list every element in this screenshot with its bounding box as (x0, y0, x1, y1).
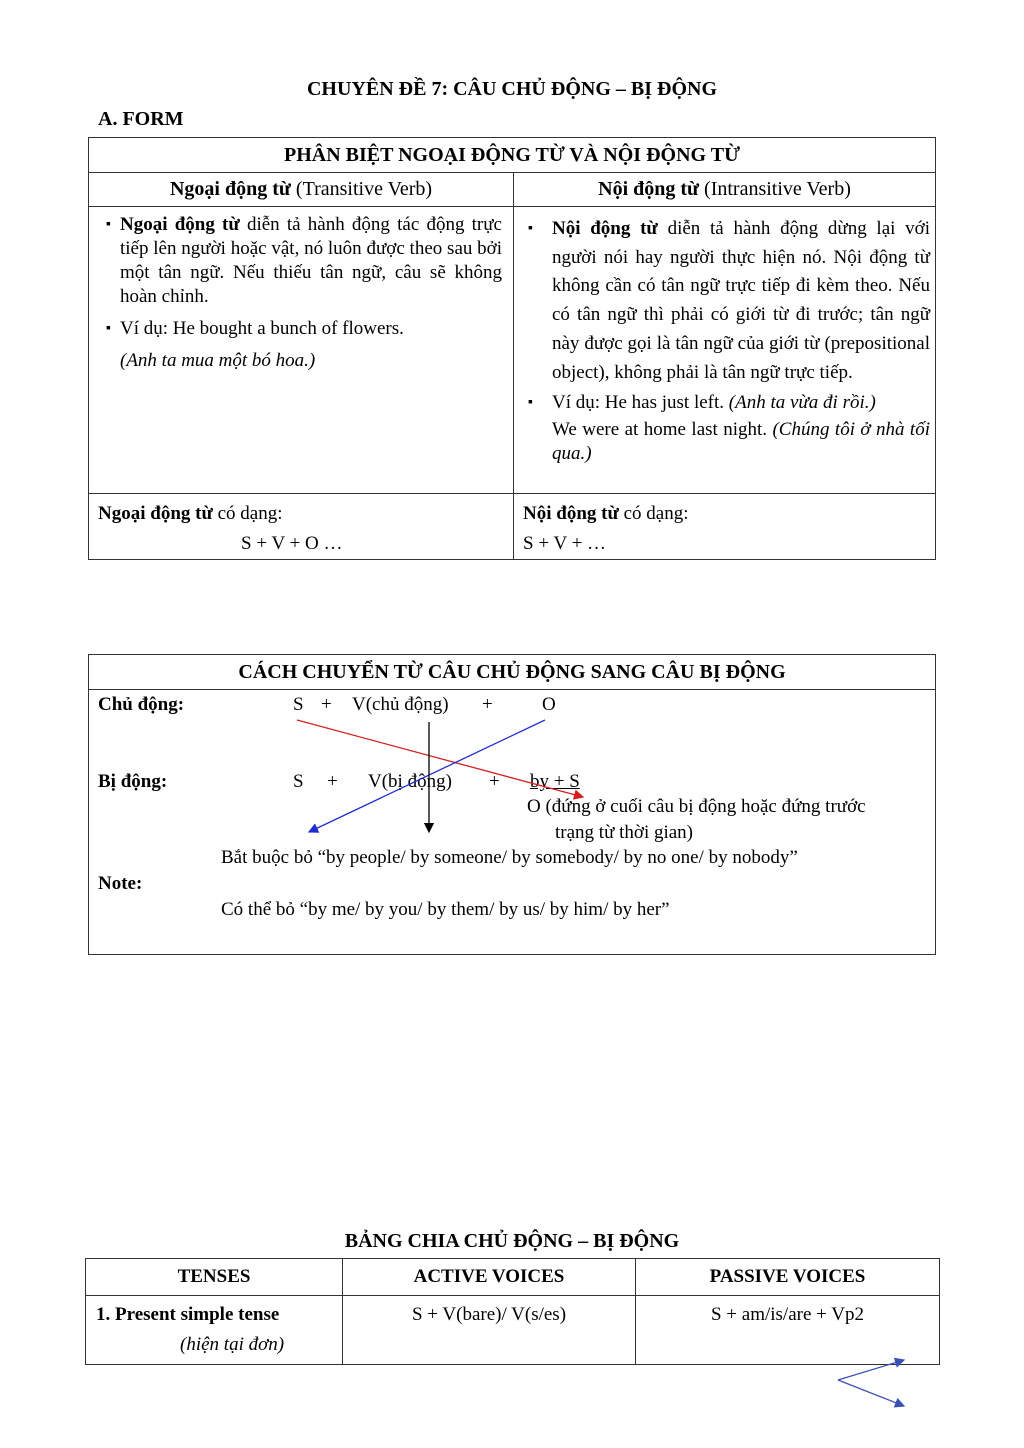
passive-plus-1: + (327, 771, 338, 792)
tense-name: 1. Present simple tense (96, 1304, 280, 1325)
passive-subject: S (293, 771, 304, 792)
tense-cell (86, 1296, 343, 1365)
intransitive-example2-text: We were at home last night. (552, 418, 773, 440)
transitive-description-cell (89, 207, 514, 494)
active-plus-2: + (482, 694, 493, 715)
passive-verb: V(bị động) (368, 771, 452, 792)
note-mandatory: Bắt buộc bỏ “by people/ by someone/ by somebody/ by no one/ by nobody” (221, 847, 798, 868)
header-active: ACTIVE VOICES (343, 1259, 636, 1296)
blue-arrow-object-to-subject (309, 720, 545, 832)
intransitive-form-bold: Nội động từ (523, 503, 619, 524)
transitive-name-bold: Ngoại động từ (169, 178, 291, 200)
intransitive-example1-text: Ví dụ: He has just left. (552, 392, 729, 414)
object-note-line2: trạng từ thời gian) (555, 822, 694, 843)
intransitive-example2-translation: (Chúng tôi ở nhà tối qua.) (552, 418, 930, 464)
page-title: CHUYÊN ĐỀ 7: CÂU CHỦ ĐỘNG – BỊ ĐỘNG (306, 78, 717, 100)
passive-by-agent: by + S (530, 771, 580, 792)
decorative-arrows (832, 1352, 912, 1412)
table-row (86, 1296, 940, 1365)
passive-formula: S + am/is/are + Vp2 (710, 1304, 864, 1325)
conversion-body-cell (89, 690, 936, 955)
intransitive-description (528, 215, 930, 387)
transitive-intransitive-table (88, 137, 936, 560)
active-plus-1: + (321, 694, 332, 715)
passive-label: Bị động: (98, 771, 168, 792)
intransitive-example2 (528, 418, 930, 466)
active-cell (343, 1296, 636, 1365)
transitive-form-bold: Ngoại động từ (98, 503, 213, 524)
transformation-arrows (89, 690, 935, 840)
intransitive-name-rest: (Intransitive Verb) (699, 178, 851, 200)
intransitive-description-cell (514, 207, 936, 494)
transitive-form-rest: có dạng: (212, 503, 283, 524)
active-formula: S + V(bare)/ V(s/es) (411, 1304, 567, 1325)
transitive-example-translation: (Anh ta mua một bó hoa.) (120, 350, 316, 371)
note-optional: Có thể bỏ “by me/ by you/ by them/ by us/ by him/ by her” (221, 899, 670, 920)
note-label: Note: (98, 873, 143, 894)
active-subject: S (293, 694, 304, 715)
decorative-arrow-up (838, 1360, 904, 1380)
decorative-arrow-down (838, 1380, 904, 1406)
intransitive-example1 (528, 389, 930, 418)
active-label: Chủ động: (98, 694, 185, 715)
transitive-example: ▪ Ví dụ: He bought a bunch of flowers. (106, 317, 502, 341)
intransitive-name-bold: Nội động từ (598, 178, 700, 200)
tense-table (85, 1258, 940, 1365)
active-verb: V(chủ động) (352, 694, 449, 715)
transitive-name-rest: (Transitive Verb) (290, 178, 433, 200)
tense-name-vi: (hiện tại đơn) (180, 1334, 285, 1355)
passive-plus-2: + (489, 771, 500, 792)
conversion-table (88, 654, 936, 955)
intransitive-form-cell (514, 494, 936, 560)
intransitive-desc-rest: diễn tả hành động dừng lại với người nói hay người thực hiện nó. Nội động từ không cần có tân ngữ trực tiếp đi kèm theo. Nếu có tân ngữ thì phải có giới từ đi trước; tân ngữ này được gọi là tân ngữ của giới từ (prepositional object), không phải là tân ngữ trực tiếp. (552, 218, 930, 383)
red-arrow-subject-to-agent (297, 720, 583, 797)
header-passive: PASSIVE VOICES (636, 1259, 940, 1296)
intransitive-column-header (514, 173, 936, 207)
intransitive-desc-bold: Nội động từ (552, 218, 658, 239)
transitive-column-header (89, 173, 514, 207)
object-note-line1: O (đứng ở cuối câu bị động hoặc đứng trước (527, 796, 866, 817)
table1-header: PHÂN BIỆT NGOẠI ĐỘNG TỪ VÀ NỘI ĐỘNG TỪ (89, 138, 936, 173)
active-object: O (542, 694, 556, 715)
tense-table-title: BẢNG CHIA CHỦ ĐỘNG – BỊ ĐỘNG (344, 1230, 680, 1252)
transitive-desc-rest: diễn tả hành động tác động trực tiếp lên người hoặc vật, nó luôn được theo sau bởi một tân ngữ. Nếu thiếu tân ngữ, câu sẽ không hoàn chỉnh. (120, 214, 502, 307)
intransitive-formula: S + V + … (523, 533, 607, 554)
intransitive-form-rest: có dạng: (618, 503, 689, 524)
transitive-description (106, 213, 502, 309)
intransitive-example1-translation: (Anh ta vừa đi rồi.) (728, 392, 876, 414)
header-tenses: TENSES (86, 1259, 343, 1296)
transitive-desc-bold: Ngoại động từ (120, 214, 240, 235)
intransitive-form-label (523, 499, 926, 529)
transitive-formula: S + V + O … (241, 533, 343, 554)
transitive-form-cell (89, 494, 514, 560)
table2-header: CÁCH CHUYỂN TỪ CÂU CHỦ ĐỘNG SANG CÂU BỊ ĐỘNG (89, 655, 936, 690)
section-a-heading: A. FORM (98, 108, 184, 130)
transitive-form-label (98, 499, 504, 529)
